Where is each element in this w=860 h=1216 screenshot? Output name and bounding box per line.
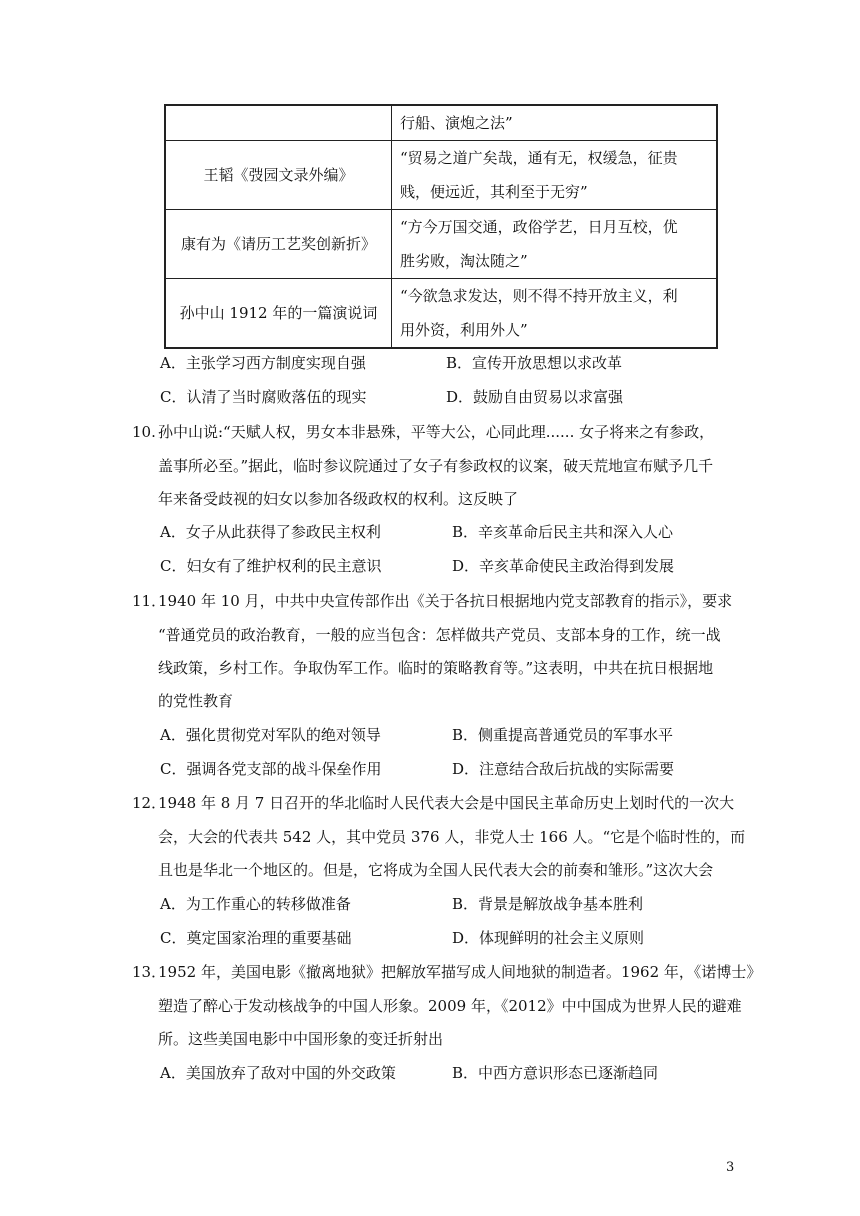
q11-stem-line: 的党性教育	[158, 692, 234, 710]
table-row	[165, 210, 717, 279]
q11-option-a: A．强化贯彻党对军队的绝对领导	[160, 726, 381, 744]
q12-stem-line: 且也是华北一个地区的。但是，它将成为全国人民代表大会的前奏和雏形。”这次大会	[158, 861, 714, 879]
table-row	[165, 105, 717, 141]
q11-option-d: D．注意结合敌后抗战的实际需要	[452, 760, 675, 778]
quote-line: “今欲急求发达，则不得不持开放主义，利	[400, 287, 678, 305]
q11-option-c: C．强调各党支部的战斗保垒作用	[160, 760, 382, 778]
page-number: 3	[726, 1160, 735, 1175]
q9-option-c: C．认清了当时腐败落伍的现实	[160, 388, 367, 406]
q13-option-a: A．美国放弃了敌对中国的外交政策	[160, 1064, 396, 1082]
q13-stem-line: 1952 年，美国电影《撤离地狱》把解放军描写成人间地狱的制造者。1962 年，《诺博士》	[158, 963, 762, 981]
quote-table	[164, 104, 718, 349]
q9-option-b: B．宣传开放思想以求改革	[446, 354, 623, 372]
q13-stem-line: 所。这些美国电影中中国形象的变迁折射出	[158, 1030, 444, 1048]
q10-stem-line: 盖事所必至。”据此，临时参议院通过了女子有参政权的议案，破天荒地宣布赋予几千	[158, 457, 714, 475]
q12-option-b: B．背景是解放战争基本胜利	[452, 895, 644, 913]
q10-option-a: A．女子从此获得了参政民主权利	[160, 523, 381, 541]
q11-option-b: B．侧重提高普通党员的军事水平	[452, 726, 674, 744]
table-row	[165, 279, 717, 349]
q10-option-b: B．辛亥革命后民主共和深入人心	[452, 523, 674, 541]
q11-stem-line: 线政策，乡村工作。争取伪军工作。临时的策略教育等。”这表明，中共在抗日根据地	[158, 659, 714, 677]
q10-stem-line: 孙中山说:“天赋人权，男女本非悬殊，平等大公，心同此理...... 女子将来之有参政，	[158, 423, 715, 441]
q13-stem-line: 塑造了醉心于发动核战争的中国人形象。2009 年，《2012》中中国成为世界人民的避难	[158, 997, 742, 1015]
table-cell-source	[165, 105, 392, 141]
table-cell-quote	[392, 141, 718, 210]
q13-option-b: B．中西方意识形态已逐渐趋同	[452, 1064, 659, 1082]
q10-number: 10.	[132, 423, 156, 441]
table-row	[165, 141, 717, 210]
q12-stem-line: 1948 年 8 月 7 日召开的华北临时人民代表大会是中国民主革命历史上划时代的一次大	[158, 794, 735, 812]
table-cell-quote	[392, 279, 718, 349]
table-cell-source: 康有为《请历工艺奖创新折》	[165, 210, 392, 279]
q9-option-d: D．鼓励自由贸易以求富强	[446, 388, 624, 406]
q11-number: 11．	[132, 592, 167, 610]
quote-line: 用外资，利用外人”	[400, 321, 528, 339]
quote-line: 胜劣败，淘汰随之”	[400, 252, 528, 270]
table-cell-quote: 行船、演炮之法”	[392, 105, 718, 141]
q9-option-a: A．主张学习西方制度实现自强	[160, 354, 366, 372]
q12-option-d: D．体现鲜明的社会主义原则	[452, 929, 645, 947]
table-cell-quote	[392, 210, 718, 279]
q12-option-c: C．奠定国家治理的重要基础	[160, 929, 352, 947]
q10-option-d: D．辛亥革命使民主政治得到发展	[452, 557, 675, 575]
q11-stem-line: “普通党员的政治教育，一般的应当包含：怎样做共产党员、支部本身的工作，统一战	[158, 626, 721, 644]
table-cell-source: 王韬《弢园文录外编》	[165, 141, 392, 210]
table-cell-source: 孙中山 1912 年的一篇演说词	[165, 279, 392, 349]
quote-line: 贱，便远近，其利至于无穷”	[400, 183, 588, 201]
q13-number: 13．	[132, 963, 167, 981]
q11-stem-line: 1940 年 10 月，中共中央宣传部作出《关于各抗日根据地内党支部教育的指示》，要求	[158, 592, 733, 610]
q12-option-a: A．为工作重心的转移做准备	[160, 895, 351, 913]
q10-option-c: C．妇女有了维护权利的民主意识	[160, 557, 382, 575]
q12-number: 12．	[132, 794, 167, 812]
q10-stem-line: 年来备受歧视的妇女以参加各级政权的权利。这反映了	[158, 490, 519, 508]
q12-stem-line: 会，大会的代表共 542 人，其中党员 376 人，非党人士 166 人。“它是个临时性的，而	[158, 828, 746, 846]
quote-line: “贸易之道广矣哉，通有无，权缓急，征贵	[400, 149, 678, 167]
quote-line: “方今万国交通，政俗学艺，日月互校，优	[400, 218, 678, 236]
